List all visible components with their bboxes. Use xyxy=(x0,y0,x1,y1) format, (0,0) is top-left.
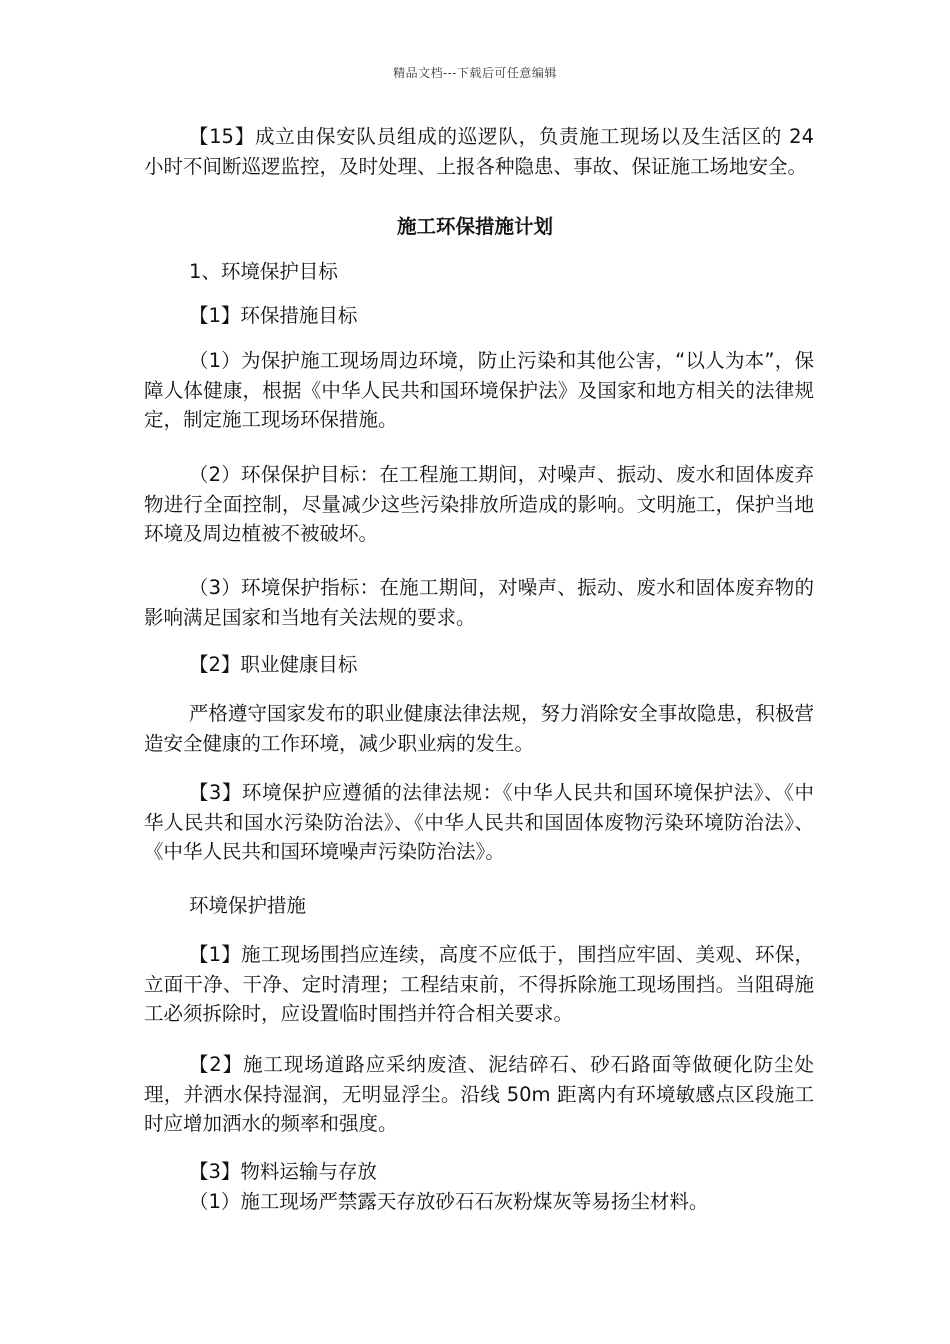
intro-paragraph: 【15】成立由保安队员组成的巡逻队，负责施工现场以及生活区的 24 小时不间断巡逻监控，及时处理、上报各种隐患、事故、保证施工场地安全。 xyxy=(144,125,814,178)
page-header: 精品文档---下载后可任意编辑 xyxy=(393,66,557,80)
paragraph-measure-2: 【2】施工现场道路应采纳废渣、泥结碎石、砂石路面等做硬化防尘处理，并洒水保持湿润，无明显浮尘。沿线 50m 距离内有环境敏感点区段施工时应增加洒水的频率和强度。 xyxy=(144,1053,814,1135)
paragraph-1: （1）为保护施工现场周边环境，防止污染和其他公害，“以人为本”，保障人体健康，根据《中华人民共和国环境保护法》及国家和地方相关的法律规定，制定施工现场环保措施。 xyxy=(144,349,814,431)
heading-health: 【2】职业健康目标 xyxy=(189,653,358,676)
paragraph-2: （2）环保保护目标：在工程施工期间，对噪声、振动、废水和固体废弃物进行全面控制，尽量减少这些污染排放所造成的影响。文明施工，保护当地环境及周边植被不被破坏。 xyxy=(144,463,814,545)
paragraph-laws: 【3】环境保护应遵循的法律法规：《中华人民共和国环境保护法》、《中华人民共和国水污染防治法》、《中华人民共和国固体废物污染环境防治法》、《中华人民共和国环境噪声污染防治法》。 xyxy=(144,781,814,863)
paragraph-measure-1: 【1】施工现场围挡应连续，高度不应低于，围挡应牢固、美观、环保，立面干净、干净、定时清理；工程结束前，不得拆除施工现场围挡。当阻碍施工必须拆除时，应设置临时围挡并符合相关要求。 xyxy=(144,943,814,1025)
heading-measures: 环境保护措施 xyxy=(189,894,307,917)
heading-measure-target: 【1】环保措施目标 xyxy=(189,304,358,327)
paragraph-3: （3）环境保护指标：在施工期间，对噪声、振动、废水和固体废弃物的影响满足国家和当地有关法规的要求。 xyxy=(144,576,814,629)
paragraph-measure-3-1: （1）施工现场严禁露天存放砂石石灰粉煤灰等易扬尘材料。 xyxy=(189,1190,709,1213)
heading-measure-3: 【3】物料运输与存放 xyxy=(189,1160,377,1183)
heading-env-target: 1、环境保护目标 xyxy=(189,260,338,283)
paragraph-health: 严格遵守国家发布的职业健康法律法规，努力消除安全事故隐患，积极营造安全健康的工作环境，减少职业病的发生。 xyxy=(144,702,814,755)
section-title: 施工环保措施计划 xyxy=(396,215,553,238)
